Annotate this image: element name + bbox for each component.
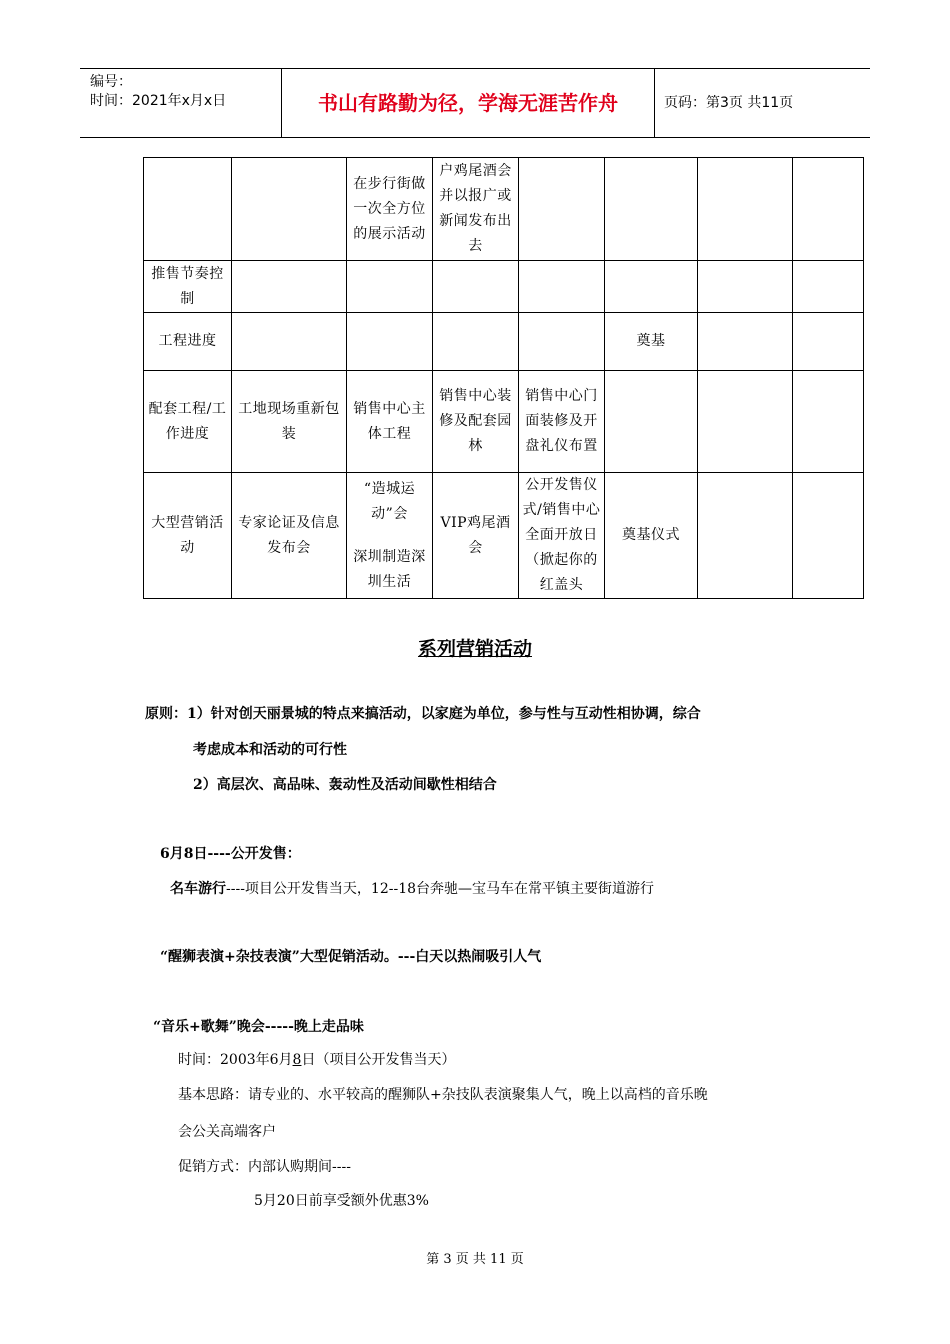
table-cell: [698, 473, 793, 599]
table-cell: [605, 158, 698, 261]
table-row: [144, 473, 864, 599]
event-date-heading: 6月8日----公开发售：: [160, 846, 301, 862]
table-cell: [433, 313, 519, 371]
table-cell: [347, 473, 433, 599]
header-meta: [90, 73, 226, 111]
promo-line: 促销方式：内部认购期间----: [178, 1159, 351, 1175]
table-cell: 在步行街做一次全方位的展示活动: [347, 158, 433, 261]
principle-line: 2）高层次、高品味、轰动性及活动间歇性相结合: [193, 777, 497, 793]
discount-line: 5月20日前享受额外优惠3%: [254, 1193, 429, 1209]
row-header: 大型营销活动: [144, 473, 232, 599]
table-row: [144, 313, 864, 371]
cell-text: 深圳制造深圳生活: [353, 548, 426, 590]
table-cell: 户鸡尾酒会并以报广或新闻发布出去: [433, 158, 519, 261]
table-cell: [698, 158, 793, 261]
table-row: [144, 261, 864, 313]
table-cell: [519, 158, 605, 261]
evening-time-day: 8: [292, 1052, 302, 1068]
table-cell: [605, 261, 698, 313]
table-cell: [605, 371, 698, 473]
header-page-number: 页码：第3页 共11页: [664, 95, 794, 111]
lion-dance-line: “醒狮表演+杂技表演”大型促销活动。---白天以热闹吸引人气: [160, 949, 542, 965]
table-cell: [347, 313, 433, 371]
evening-party-title: “音乐+歌舞”晚会-----晚上走品味: [153, 1019, 364, 1035]
table-cell: 销售中心主体工程: [347, 371, 433, 473]
table-cell: [793, 371, 864, 473]
table-cell: [793, 158, 864, 261]
row-header: 推售节奏控制: [144, 261, 232, 313]
car-parade-text: ----项目公开发售当天，12--18台奔驰—宝马车在常平镇主要街道游行: [226, 881, 655, 897]
table-cell: 销售中心装修及配套园林: [433, 371, 519, 473]
table-cell: [698, 261, 793, 313]
table-cell: [232, 313, 347, 371]
evening-idea-line: 基本思路：请专业的、水平较高的醒狮队+杂技队表演聚集人气，晚上以高档的音乐晚: [178, 1087, 708, 1103]
table-cell: [698, 371, 793, 473]
header-time: 时间：2021年x月x日: [90, 93, 227, 109]
row-header: 工程进度: [144, 313, 232, 371]
table-cell: [232, 158, 347, 261]
table-cell: [433, 261, 519, 313]
table-row: [144, 371, 864, 473]
table-row: [144, 158, 864, 261]
table-cell: 专家论证及信息发布会: [232, 473, 347, 599]
table-cell: [698, 313, 793, 371]
table-cell: 公开发售仪式/销售中心全面开放日（掀起你的红盖头: [519, 473, 605, 599]
row-header: 配套工程/工作进度: [144, 371, 232, 473]
table-cell: [144, 158, 232, 261]
table-cell: [793, 261, 864, 313]
car-parade-line: [170, 878, 654, 898]
header-motto: 书山有路勤为径，学海无涯苦作舟: [318, 91, 618, 115]
table-cell: [347, 261, 433, 313]
table-cell: 工地现场重新包装: [232, 371, 347, 473]
table-cell: 奠基仪式: [605, 473, 698, 599]
table-cell: [232, 261, 347, 313]
evening-time-line: [178, 1049, 455, 1069]
table-cell: 销售中心门面装修及开盘礼仪布置: [519, 371, 605, 473]
table-cell: [519, 313, 605, 371]
cell-text: “造城运动”会: [363, 480, 416, 522]
evening-time-suffix: 日（项目公开发售当天）: [301, 1052, 456, 1068]
cell-spacer: [349, 527, 430, 545]
table-cell: [793, 313, 864, 371]
principle-line: 考虑成本和活动的可行性: [193, 742, 347, 758]
table-cell: [519, 261, 605, 313]
principle-line: 原则：1）针对创天丽景城的特点来搞活动，以家庭为单位，参与性与互动性相协调，综合: [145, 706, 701, 722]
header-divider: [654, 69, 655, 137]
section-title: 系列营销活动: [417, 638, 532, 660]
page-header: [80, 68, 870, 138]
evening-time-prefix: 时间：2003年6月: [178, 1052, 293, 1068]
table-cell: [793, 473, 864, 599]
evening-idea-line: 会公关高端客户: [178, 1124, 276, 1140]
page-footer: 第 3 页 共 11 页: [426, 1252, 524, 1267]
header-number: 编号：: [90, 74, 132, 90]
car-parade-title: 名车游行: [170, 881, 226, 897]
table-cell: VIP鸡尾酒会: [433, 473, 519, 599]
table-cell: 奠基: [605, 313, 698, 371]
marketing-schedule-table: [143, 157, 864, 599]
